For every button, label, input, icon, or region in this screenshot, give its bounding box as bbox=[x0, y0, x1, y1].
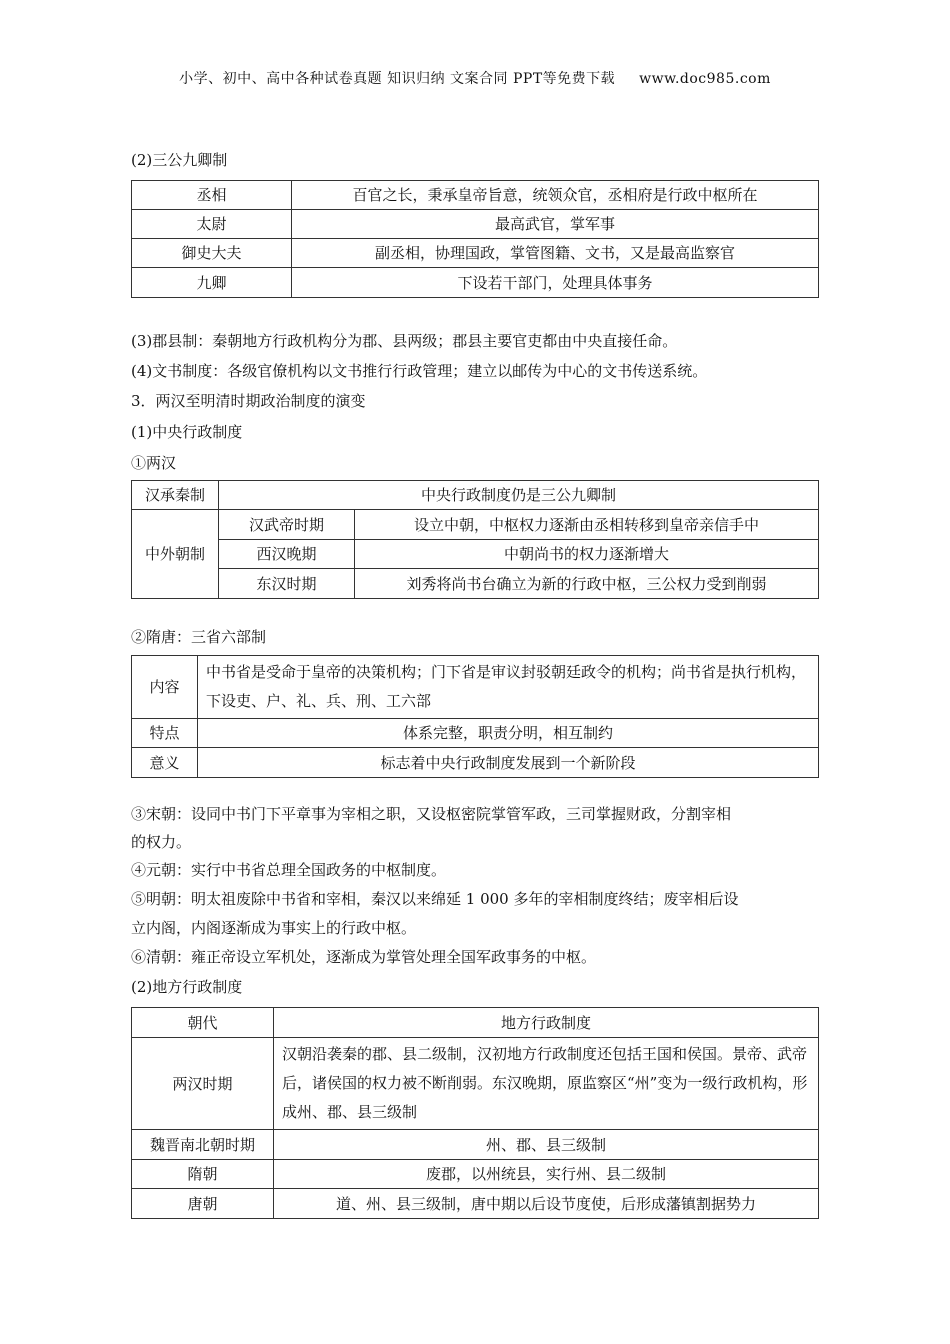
para-ming-line2: 立内阁，内阁逐渐成为事实上的行政中枢。 bbox=[131, 919, 417, 937]
local-table bbox=[131, 1007, 819, 1219]
office-desc: 下设若干部门，处理具体事务 bbox=[292, 268, 819, 298]
office-desc: 百官之长，秉承皇帝旨意，统领众官，丞相府是行政中枢所在 bbox=[292, 181, 819, 210]
table-row bbox=[132, 719, 819, 748]
para-wenshu: (4)文书制度：各级官僚机构以文书推行行政管理；建立以邮传为中心的文书传送系统。 bbox=[131, 362, 708, 380]
row-desc: 体系完整，职责分明，相互制约 bbox=[198, 719, 819, 748]
para-qing: ⑥清朝：雍正帝设立军机处，逐渐成为掌管处理全国军政事务的中枢。 bbox=[131, 948, 597, 966]
table-row bbox=[132, 210, 819, 239]
table-row bbox=[132, 540, 819, 569]
period: 汉武帝时期 bbox=[219, 510, 355, 540]
header-url[interactable]: www.doc985.com bbox=[639, 71, 771, 87]
office-name: 御史大夫 bbox=[132, 239, 292, 268]
group-label: 中外朝制 bbox=[132, 510, 219, 599]
sangong-table bbox=[131, 180, 819, 298]
table-row bbox=[132, 239, 819, 268]
period-desc: 中朝尚书的权力逐渐增大 bbox=[355, 540, 819, 569]
period: 西汉晚期 bbox=[219, 540, 355, 569]
heading-sangong: (2)三公九卿制 bbox=[131, 151, 228, 169]
heading-suitang: ②隋唐：三省六部制 bbox=[131, 628, 267, 646]
dynasty-desc: 道、州、县三级制，唐中期以后设节度使，后形成藩镇割据势力 bbox=[274, 1189, 819, 1219]
row-desc: 中央行政制度仍是三公九卿制 bbox=[219, 481, 819, 510]
han-table bbox=[131, 480, 819, 599]
row-label: 汉承秦制 bbox=[132, 481, 219, 510]
period: 东汉时期 bbox=[219, 569, 355, 599]
row-label: 意义 bbox=[132, 748, 198, 778]
para-ming-line1: ⑤明朝：明太祖废除中书省和宰相，秦汉以来绵延 1 000 多年的宰相制度终结；废宰相后设 bbox=[131, 890, 739, 908]
period-desc: 刘秀将尚书台确立为新的行政中枢，三公权力受到削弱 bbox=[355, 569, 819, 599]
table-row bbox=[132, 748, 819, 778]
page-header bbox=[0, 68, 950, 88]
table-row bbox=[132, 569, 819, 599]
suitang-table bbox=[131, 655, 819, 778]
heading-han: ①两汉 bbox=[131, 454, 177, 472]
header-text: 小学、初中、高中各种试卷真题 知识归纳 文案合同 PPT等免费下载 bbox=[179, 71, 616, 87]
office-name: 九卿 bbox=[132, 268, 292, 298]
heading-section-3: 3．两汉至明清时期政治制度的演变 bbox=[131, 392, 366, 410]
period-desc: 设立中朝，中枢权力逐渐由丞相转移到皇帝亲信手中 bbox=[355, 510, 819, 540]
dynasty-desc: 州、郡、县三级制 bbox=[274, 1130, 819, 1160]
table-row bbox=[132, 1038, 819, 1130]
row-label: 内容 bbox=[132, 656, 198, 719]
table-row bbox=[132, 268, 819, 298]
row-desc: 标志着中央行政制度发展到一个新阶段 bbox=[198, 748, 819, 778]
dynasty: 隋朝 bbox=[132, 1160, 274, 1189]
para-yuan: ④元朝：实行中书省总理全国政务的中枢制度。 bbox=[131, 861, 447, 879]
heading-local: (2)地方行政制度 bbox=[131, 978, 243, 996]
table-row bbox=[132, 510, 819, 540]
dynasty: 唐朝 bbox=[132, 1189, 274, 1219]
para-junxian: (3)郡县制：秦朝地方行政机构分为郡、县两级；郡县主要官吏都由中央直接任命。 bbox=[131, 332, 678, 350]
row-desc: 中书省是受命于皇帝的决策机构；门下省是审议封驳朝廷政令的机构；尚书省是执行机构，下设吏、户、礼、兵、刑、工六部 bbox=[198, 656, 819, 719]
dynasty-desc: 废郡，以州统县，实行州、县二级制 bbox=[274, 1160, 819, 1189]
column-header: 朝代 bbox=[132, 1008, 274, 1038]
heading-central: (1)中央行政制度 bbox=[131, 423, 243, 441]
table-row bbox=[132, 1160, 819, 1189]
para-song-line2: 的权力。 bbox=[131, 833, 192, 851]
table-header-row bbox=[132, 1008, 819, 1038]
office-desc: 最高武官，掌军事 bbox=[292, 210, 819, 239]
column-header: 地方行政制度 bbox=[274, 1008, 819, 1038]
office-desc: 副丞相，协理国政，掌管图籍、文书，又是最高监察官 bbox=[292, 239, 819, 268]
table-row bbox=[132, 1130, 819, 1160]
row-label: 特点 bbox=[132, 719, 198, 748]
dynasty: 魏晋南北朝时期 bbox=[132, 1130, 274, 1160]
office-name: 太尉 bbox=[132, 210, 292, 239]
table-row bbox=[132, 1189, 819, 1219]
table-row bbox=[132, 656, 819, 719]
dynasty-desc: 汉朝沿袭秦的郡、县二级制，汉初地方行政制度还包括王国和侯国。景帝、武帝后，诸侯国的权力被不断削弱。东汉晚期，原监察区“州”变为一级行政机构，形成州、郡、县三级制 bbox=[274, 1038, 819, 1130]
table-row bbox=[132, 481, 819, 510]
table-row bbox=[132, 181, 819, 210]
office-name: 丞相 bbox=[132, 181, 292, 210]
para-song-line1: ③宋朝：设同中书门下平章事为宰相之职，又设枢密院掌管军政，三司掌握财政，分割宰相 bbox=[131, 805, 732, 823]
dynasty: 两汉时期 bbox=[132, 1038, 274, 1130]
